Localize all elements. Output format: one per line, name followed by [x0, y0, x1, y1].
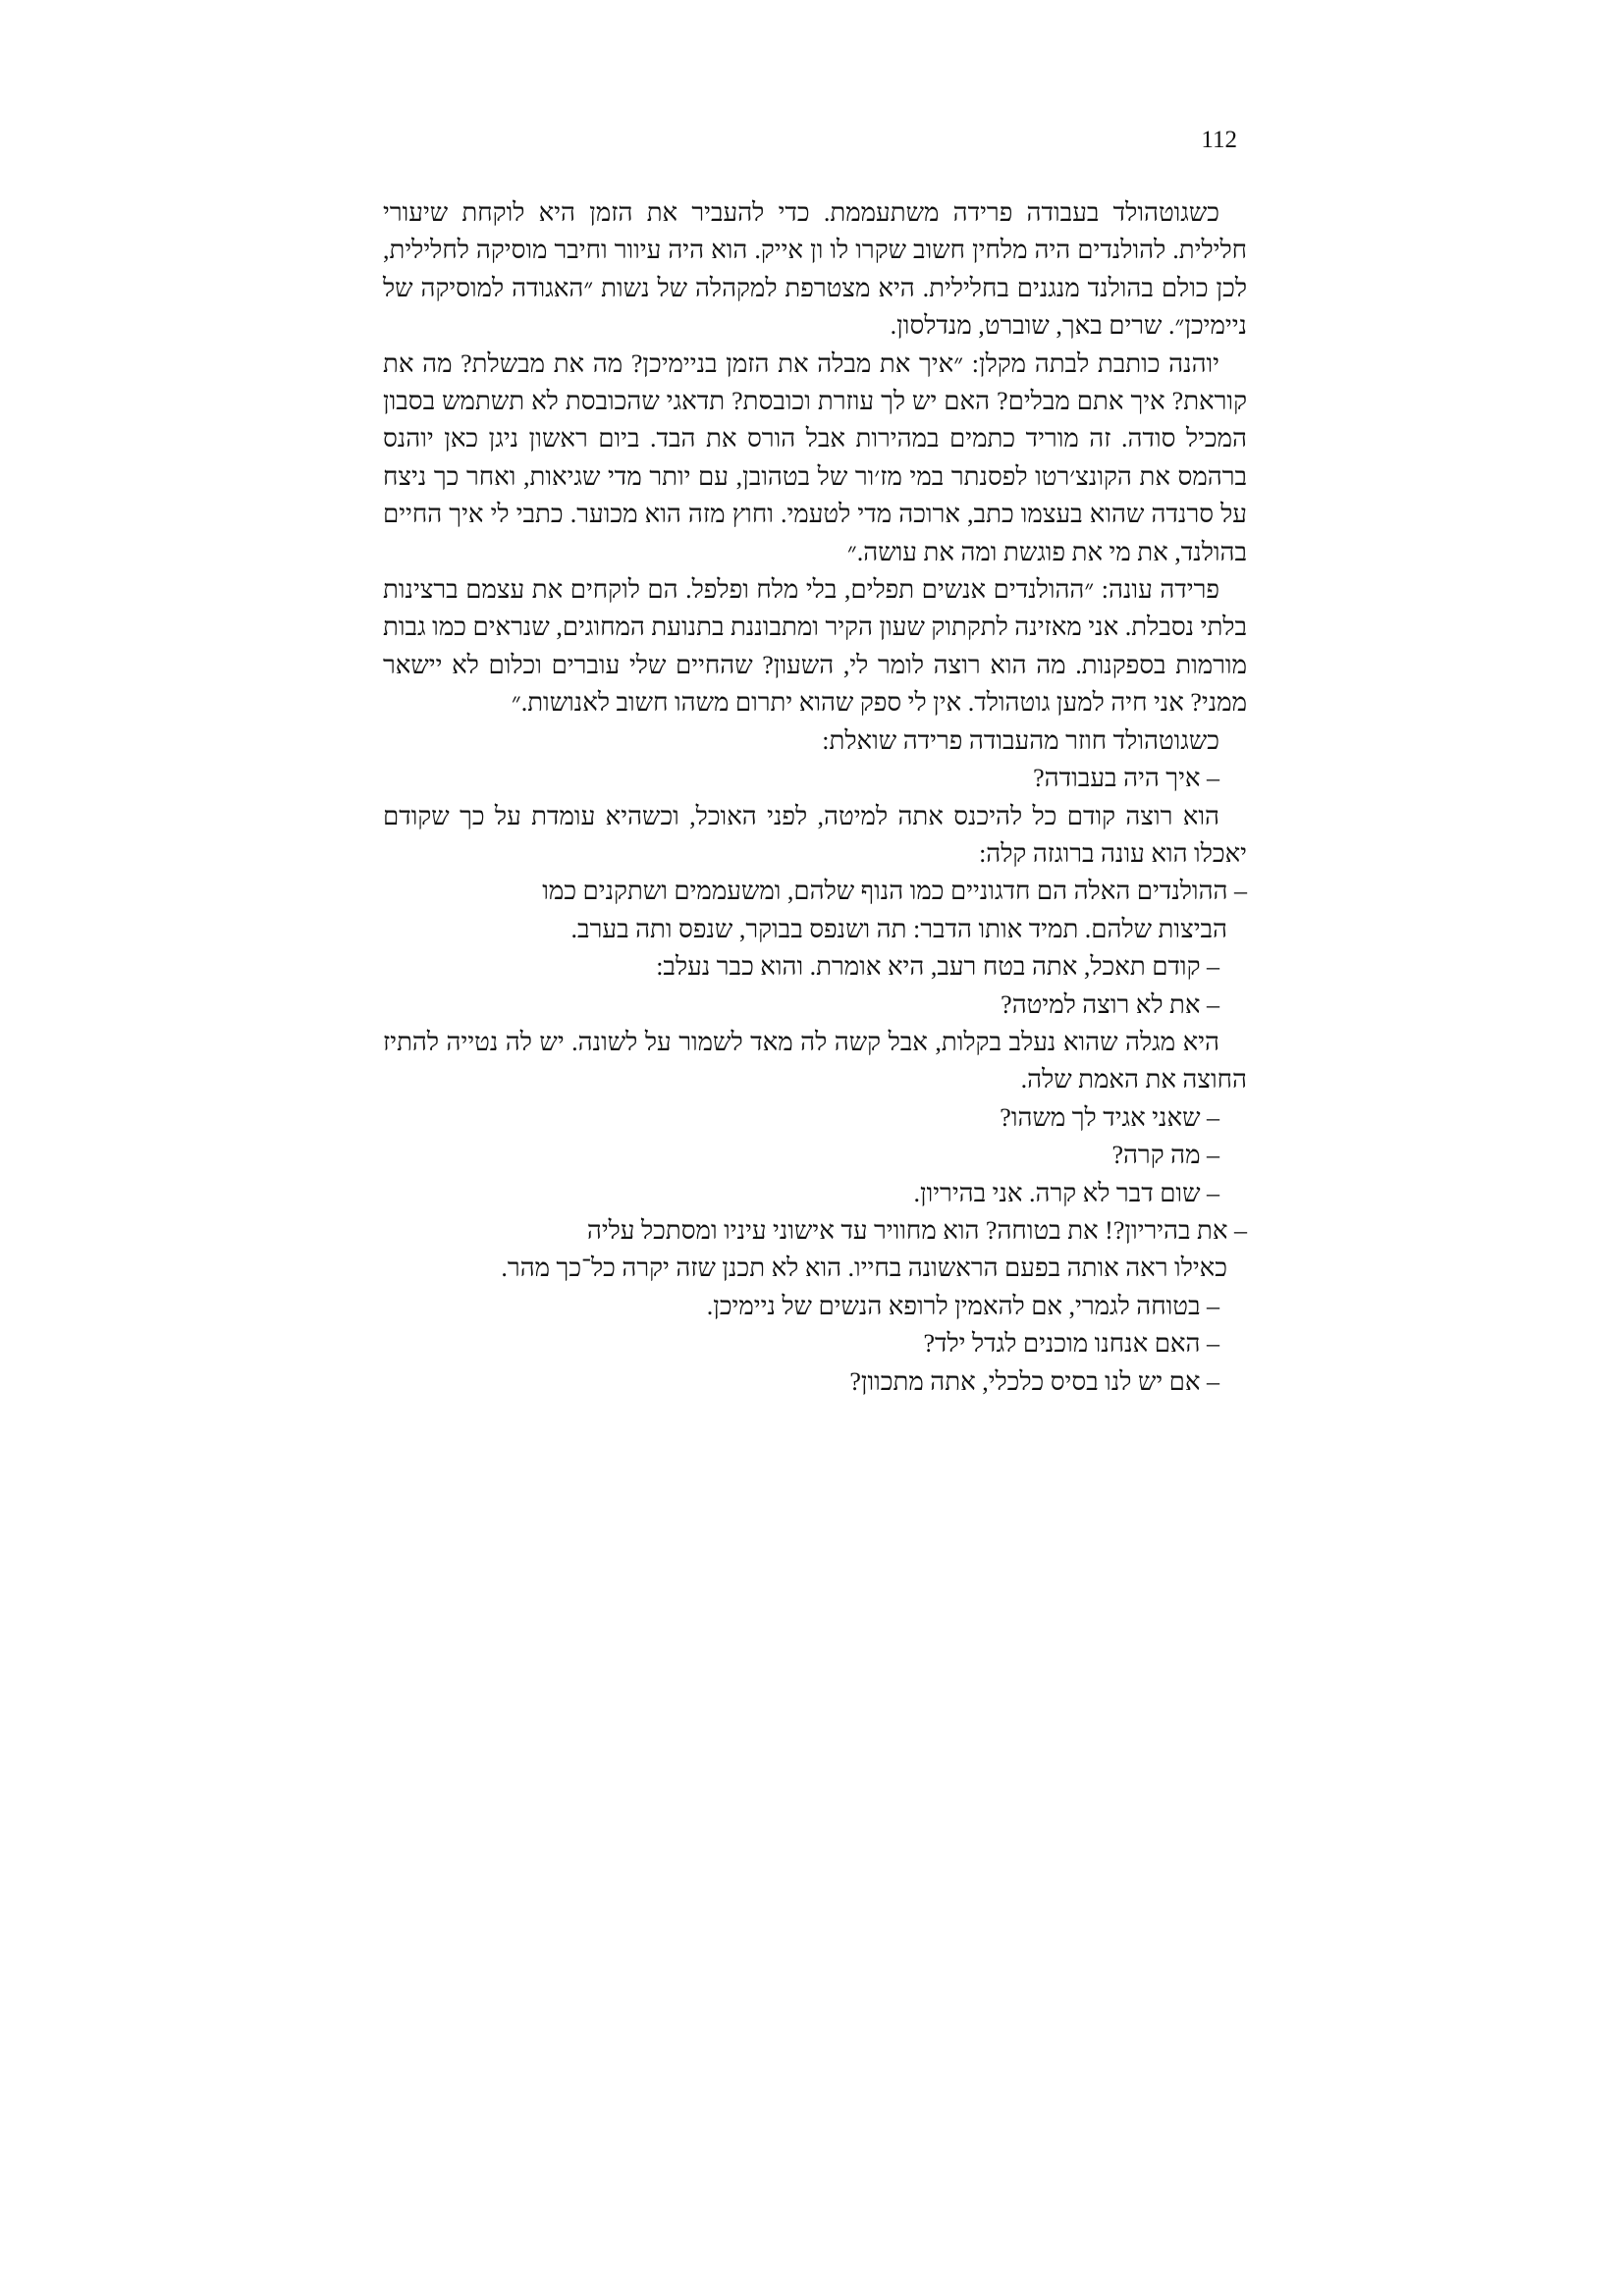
- dialogue-line: – אם יש לנו בסיס כלכלי, אתה מתכוון?: [849, 1366, 1219, 1396]
- dialogue-line: – את בהיריון?! את בטוחה? הוא מחוויר עד אישוני עיניו ומסתכל עליה: [586, 1215, 1247, 1245]
- dialogue-line: – ההולנדים האלה הם חדגוניים כמו הנוף שלהם, ומשעממים ושתקנים כמו: [542, 877, 1247, 906]
- dialogue-line-continuation: כאילו ראה אותה בפעם הראשונה בחייו. הוא לא תכנן שזה יקרה כל־כך מהר.: [501, 1254, 1227, 1283]
- paragraph: היא מגלה שהוא נעלב בקלות, אבל קשה לה מאד לשמור על לשונה. יש לה נטייה להתיז החוצה את האמת שלה.: [383, 1027, 1247, 1095]
- paragraph: יוהנה כותבת לבתה מקלן: ״איך את מבלה את הזמן בניימיכן? מה את מבשלת? מה את קוראת? איך אתם מבלים? האם יש לך עוזרת וכובסת? תדאגי שהכובסת לא תשתמש בסבון המכיל סודה. זה מוריד כתמים במהירות אבל הורס את הבד. ביום ראשון ניגן כאן יוהנס ברהמס את הקונצ׳רטו לפסנתר במי מז׳ור של בטהובן, עם יותר מדי שגיאות, ואחר כך ניצח על סרנדה שהוא בעצמו כתב, ארוכה מדי לטעמי. וחוץ מזה הוא מכוער. כתבי לי איך החיים בהולנד, את מי את פוגשת ומה את עושה.״: [383, 348, 1247, 566]
- dialogue-line: – את לא רוצה למיטה?: [1001, 989, 1219, 1019]
- dialogue-line: – בטוחה לגמרי, אם להאמין לרופא הנשים של ניימיכן.: [706, 1291, 1219, 1320]
- dialogue-line: – שאני אגיד לך משהו?: [1000, 1102, 1219, 1132]
- paragraph: כשגוטהולד בעבודה פרידה משתעממת. כדי להעביר את הזמן היא לוקחת שיעורי חלילית. להולנדים היה מלחין חשוב שקרו לו ון אייק. הוא היה עיוור וחיבר מוסיקה לחלילית, לכן כולם בהולנד מנגנים בחלילית. היא מצטרפת למקהלה של נשות ״האגודה למוסיקה של ניימיכן״. שרים באך, שוברט, מנדלסון.: [383, 198, 1247, 341]
- dialogue-line: – מה קרה?: [1111, 1141, 1219, 1170]
- body-text: [383, 194, 1247, 1401]
- dialogue-line: – האם אנחנו מוכנים לגדל ילד?: [923, 1329, 1219, 1359]
- dialogue-line: – קודם תאכל, אתה בטח רעב, היא אומרת. והוא כבר נעלב:: [656, 952, 1219, 982]
- dialogue-line: – איך היה בעבודה?: [1033, 764, 1219, 793]
- paragraph: פרידה עונה: ״ההולנדים אנשים תפלים, בלי מלח ופלפל. הם לוקחים את עצמם ברצינות בלתי נסבלת. אני מאזינה לתקתוק שעון הקיר ומתבוננת בתנועת המחוגים, שנראים כמו גבות מורמות בספקנות. מה הוא רוצה לומר לי, השעון? שהחיים שלי עוברים וכלום לא יישאר ממני? אני חיה למען גוטהולד. אין לי ספק שהוא יתרום משהו חשוב לאנושות.״: [383, 575, 1247, 718]
- paragraph: כשגוטהולד חוזר מהעבודה פרידה שואלת:: [822, 725, 1219, 755]
- dialogue-line: – שום דבר לא קרה. אני בהיריון.: [913, 1178, 1219, 1207]
- paragraph: הוא רוצה קודם כל להיכנס אתה למיטה, לפני האוכל, וכשהיא עומדת על כך שקודם יאכלו הוא עונה ברוגזה קלה:: [383, 801, 1247, 868]
- page-number: 112: [1201, 127, 1237, 153]
- dialogue-line-continuation: הביצות שלהם. תמיד אותו הדבר: תה ושנפס בבוקר, שנפס ותה בערב.: [570, 914, 1227, 943]
